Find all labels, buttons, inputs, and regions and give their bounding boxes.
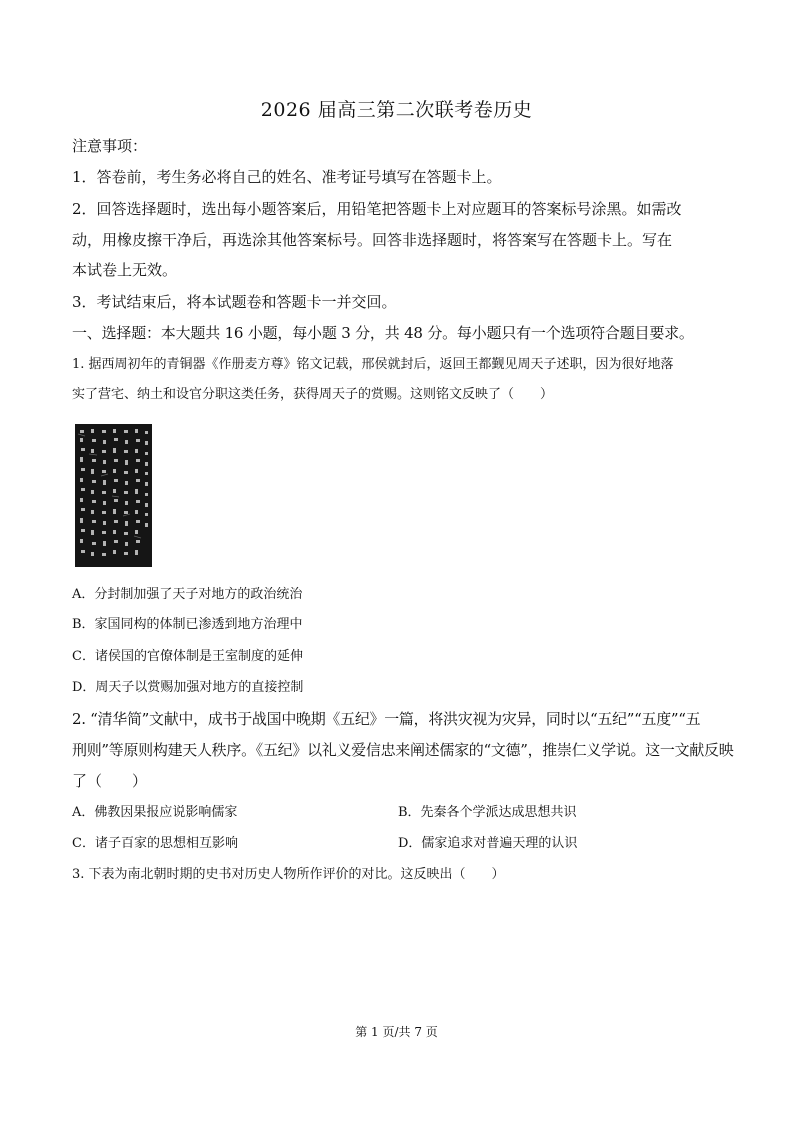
question-2-line-1: 2. “清华简”文献中，成书于战国中晚期《五纪》一篇，将洪灾视为灾异，同时以“五纪”“五度”“五 xyxy=(72,710,701,728)
page-number-footer: 第 1 页/共 7 页 xyxy=(355,1025,438,1039)
question-2-line-3: 了（ ） xyxy=(72,772,148,790)
question-1-option-b: B．家国同构的体制已渗透到地方治理中 xyxy=(72,617,303,632)
notice-item-2-line-3: 本试卷上无效。 xyxy=(72,261,178,279)
question-2-option-c: C．诸子百家的思想相互影响 xyxy=(72,836,238,851)
section-heading-choice: 一、选择题：本大题共 16 小题，每小题 3 分，共 48 分。每小题只有一个选项符合题目要求。 xyxy=(72,324,694,342)
question-1-option-a: A．分封制加强了天子对地方的政治统治 xyxy=(72,587,303,602)
notice-item-2-line-2: 动，用橡皮擦干净后，再选涂其他答案标号。回答非选择题时，将答案写在答题卡上。写在 xyxy=(72,231,673,249)
notice-item-2-line-1: 2．回答选择题时，选出每小题答案后，用铅笔把答题卡上对应题耳的答案标号涂黑。如需改 xyxy=(72,200,682,218)
question-2-line-2: 刑则”等原则构建天人秩序。《五纪》以礼义爱信忠来阐述儒家的“文德”，推崇仁义学说。这一文献反映 xyxy=(72,741,734,759)
notice-item-1: 1．答卷前，考生务必将自己的姓名、准考证号填写在答题卡上。 xyxy=(72,168,502,186)
notice-heading: 注意事项： xyxy=(72,137,148,155)
question-2-option-a: A．佛教因果报应说影响儒家 xyxy=(72,805,238,820)
question-2-option-d: D．儒家追求对普遍天理的认识 xyxy=(398,836,578,851)
question-2-option-b: B．先秦各个学派达成思想共识 xyxy=(398,805,577,820)
question-1-option-d: D．周天子以赏赐加强对地方的直接控制 xyxy=(72,680,304,695)
notice-item-3: 3．考试结束后，将本试题卷和答题卡一并交回。 xyxy=(72,293,397,311)
question-1-line-1: 1. 据西周初年的青铜器《作册麦方尊》铭文记载，邢侯就封后，返回王都觐见周天子述职，因为很好地落 xyxy=(72,357,674,372)
question-3-line-1: 3. 下表为南北朝时期的史书对历史人物所作评价的对比。这反映出（ ） xyxy=(72,867,505,882)
page-title: 2026 届高三第二次联考卷历史 xyxy=(260,99,533,121)
question-1-option-c: C．诸侯国的官僚体制是王室制度的延伸 xyxy=(72,649,303,664)
question-1-line-2: 实了营宅、纳土和设官分职这类任务，获得周天子的赏赐。这则铭文反映了（ ） xyxy=(72,387,554,402)
bronze-inscription-rubbing-image xyxy=(75,424,152,567)
